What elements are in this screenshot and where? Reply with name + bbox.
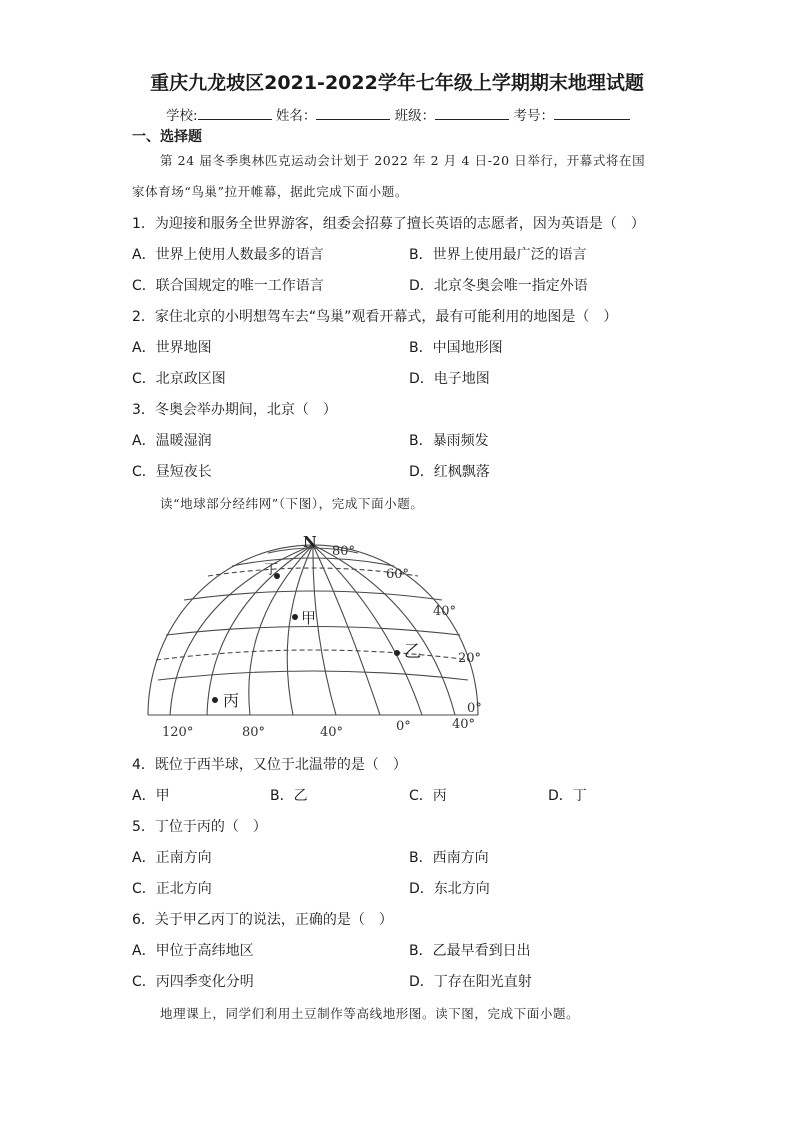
q4-option-c[interactable]: C．丙 xyxy=(409,788,447,804)
q2-option-b[interactable]: B．中国地形图 xyxy=(409,340,503,356)
lat-label-40: 40° xyxy=(433,604,457,619)
class-label: 班级： xyxy=(394,108,436,124)
q5-option-b[interactable]: B．西南方向 xyxy=(409,850,489,866)
graticule-lines xyxy=(148,545,478,715)
parallel-40 xyxy=(184,591,442,600)
q4-option-d[interactable]: D．丁 xyxy=(548,788,587,804)
point-bing-label: 丙 xyxy=(223,691,240,710)
lon-label-120: 120° xyxy=(162,725,194,740)
section-heading: 一、选择题 xyxy=(132,129,202,145)
q1-option-d[interactable]: D．北京冬奥会唯一指定外语 xyxy=(409,278,588,294)
q5-option-d[interactable]: D．东北方向 xyxy=(409,881,490,897)
tropic-line xyxy=(156,650,470,660)
lat-label-60: 60° xyxy=(386,567,410,582)
q2-option-a[interactable]: A．世界地图 xyxy=(132,340,212,356)
lat-label-20: 20° xyxy=(458,651,482,666)
point-yi-label: 乙 xyxy=(404,642,421,662)
school-blank[interactable] xyxy=(198,106,272,120)
q3-option-c[interactable]: C．昼短夜长 xyxy=(132,464,212,480)
q3-option-d[interactable]: D．红枫飘落 xyxy=(409,464,490,480)
q5-option-a[interactable]: A．正南方向 xyxy=(132,850,212,866)
info-row xyxy=(166,104,630,124)
lat-label-0: 0° xyxy=(467,701,482,716)
name-label: 姓名： xyxy=(275,108,317,124)
lat-label-80: 80° xyxy=(332,544,356,559)
question-6-stem: 6．关于甲乙丙丁的说法，正确的是（ ） xyxy=(132,912,393,928)
intro-line-1: 第 24 届冬季奥林匹克运动会计划于 2022 年 2 月 4 日-20 日举行，开幕式将在国 xyxy=(160,153,646,168)
number-blank[interactable] xyxy=(554,106,630,120)
class-blank[interactable] xyxy=(435,106,509,120)
lon-label-40w: 40° xyxy=(320,725,344,740)
q1-option-b[interactable]: B．世界上使用最广泛的语言 xyxy=(409,247,587,263)
page-title: 重庆九龙坡区2021-2022学年七年级上学期期末地理试题 xyxy=(150,72,644,94)
q3-option-a[interactable]: A．温暖湿润 xyxy=(132,433,212,449)
graticule-figure xyxy=(128,526,498,744)
q6-option-c[interactable]: C．丙四季变化分明 xyxy=(132,974,254,990)
lon-label-40e: 40° xyxy=(452,717,476,732)
intro-line-2: 家体育场“鸟巢”拉开帷幕，据此完成下面小题。 xyxy=(132,184,408,199)
q1-option-c[interactable]: C．联合国规定的唯一工作语言 xyxy=(132,278,324,294)
question-4-stem: 4．既位于西半球，又位于北温带的是（ ） xyxy=(132,757,407,773)
number-label: 考号： xyxy=(513,108,554,124)
lon-label-0: 0° xyxy=(396,719,411,734)
question-2-stem: 2．家住北京的小明想驾车去“鸟巢”观看开幕式，最有可能利用的地图是（ ） xyxy=(132,309,618,325)
figure-intro: 读“地球部分经纬网”（下图），完成下面小题。 xyxy=(160,496,424,511)
q6-option-b[interactable]: B．乙最早看到日出 xyxy=(409,943,531,959)
point-yi-marker xyxy=(394,650,400,656)
question-5-stem: 5．丁位于丙的（ ） xyxy=(132,819,267,835)
parallel-30 xyxy=(166,627,460,636)
question-1-stem: 1．为迎接和服务全世界游客，组委会招募了擅长英语的志愿者，因为英语是（ ） xyxy=(132,216,645,232)
q2-option-c[interactable]: C．北京政区图 xyxy=(132,371,226,387)
point-jia-marker xyxy=(292,614,298,620)
q6-option-d[interactable]: D．丁存在阳光直射 xyxy=(409,974,532,990)
q3-option-b[interactable]: B．暴雨频发 xyxy=(409,433,489,449)
school-label: 学校: xyxy=(166,108,198,124)
point-ding-label: 丁 xyxy=(264,562,278,578)
question-3-stem: 3．冬奥会举办期间，北京（ ） xyxy=(132,402,337,418)
q2-option-d[interactable]: D．电子地图 xyxy=(409,371,490,387)
point-jia-label: 甲 xyxy=(301,609,317,627)
name-blank[interactable] xyxy=(316,106,390,120)
q5-option-c[interactable]: C．正北方向 xyxy=(132,881,212,897)
point-bing-marker xyxy=(212,697,218,703)
parallel-20 xyxy=(158,671,468,680)
north-label: N xyxy=(303,533,317,551)
q4-option-a[interactable]: A．甲 xyxy=(132,788,170,804)
closing-intro: 地理课上，同学们利用土豆制作等高线地形图。读下图，完成下面小题。 xyxy=(160,1006,580,1021)
q1-option-a[interactable]: A．世界上使用人数最多的语言 xyxy=(132,247,324,263)
q6-option-a[interactable]: A．甲位于高纬地区 xyxy=(132,943,254,959)
meridian-8 xyxy=(313,545,455,715)
q4-option-b[interactable]: B．乙 xyxy=(270,788,308,804)
lon-label-80: 80° xyxy=(242,725,266,740)
